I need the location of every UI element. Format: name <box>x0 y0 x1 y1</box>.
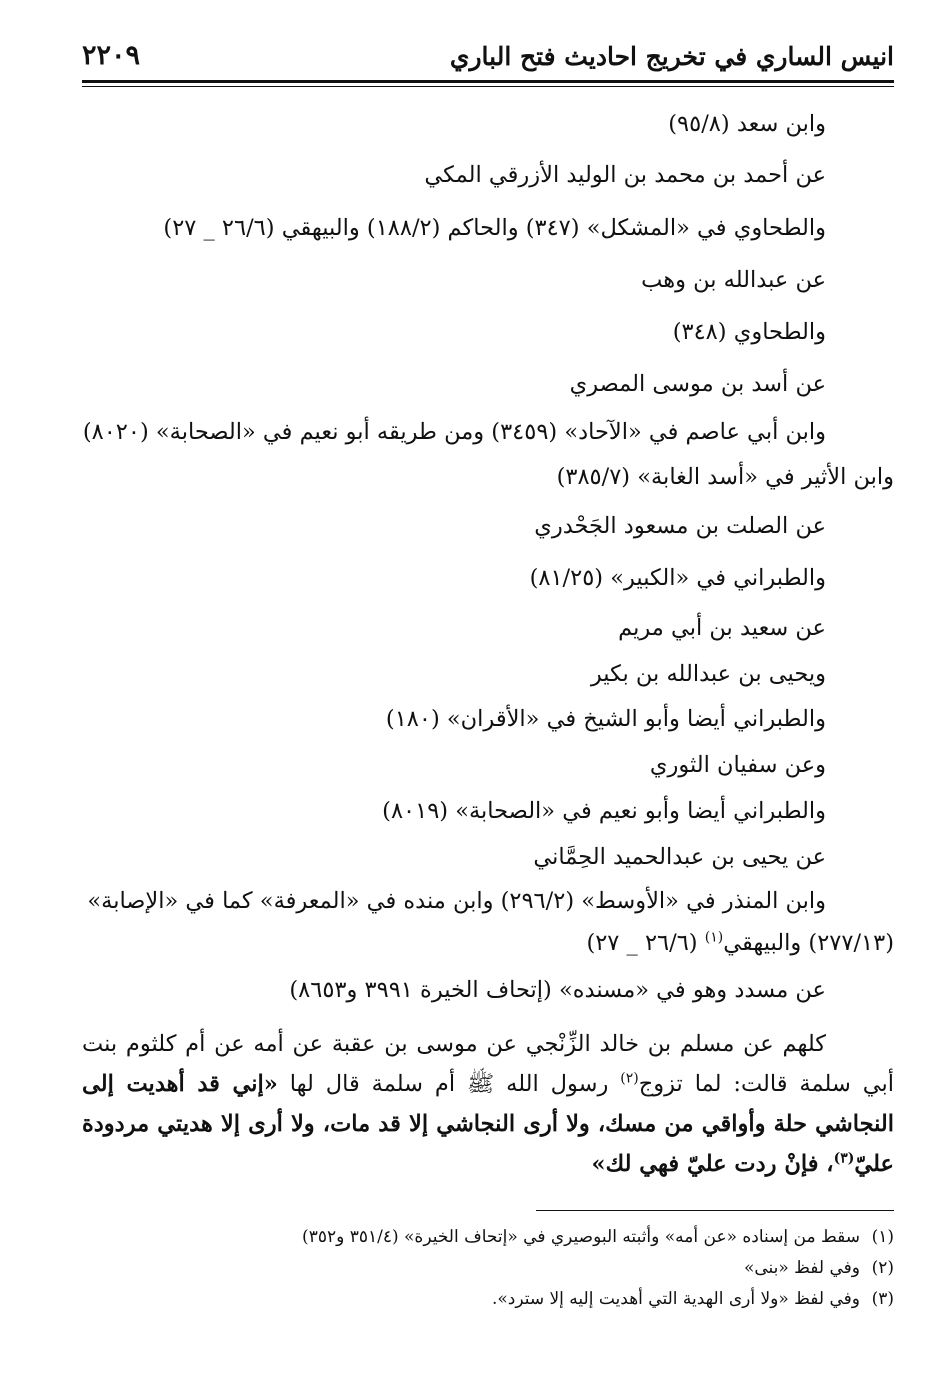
hadith-quote: «إني قد أهديت إلى النجاشي حلة وأواقي من مسك، ولا أرى النجاشي إلا قد مات، ولا أرى إلا هديتي مردودة عليّ <box>82 1071 894 1177</box>
text-line: عن عبدالله بن وهب <box>641 267 826 293</box>
text-line: وابن أبي عاصم في «الآحاد» (٣٤٥٩) ومن طريقه أبو نعيم في «الصحابة» (٨٠٢٠) <box>82 419 826 445</box>
footnote-number: (٣) <box>871 1289 894 1309</box>
footnote-text: وفي لفظ «ولا أرى الهدية التي أهديت إليه إلا سترد». <box>491 1289 860 1309</box>
text-line: عن أسد بن موسى المصري <box>569 371 826 397</box>
footnote-number: (١) <box>871 1227 894 1247</box>
page-number: ٢٢٠٩ <box>82 40 141 71</box>
text-line: عن الصلت بن مسعود الجَحْدري <box>534 513 826 539</box>
footnote <box>82 1284 894 1315</box>
text-line: عن يحيى بن عبدالحميد الحِمَّاني <box>533 844 826 870</box>
text-span: (٢٦/٦ _ ٢٧) <box>586 930 705 956</box>
text-line: عن مسدد وهو في «مسنده» (إتحاف الخيرة ٣٩٩١ و٨٦٥٣) <box>289 977 826 1003</box>
text-span: رسول الله ﷺ أم سلمة قال لها <box>277 1071 621 1097</box>
footnote-number: (٢) <box>871 1258 894 1278</box>
text-line: عن سعيد بن أبي مريم <box>618 615 826 641</box>
text-line: والطحاوي في «المشكل» (٣٤٧) والحاكم (١٨٨/٢) والبيهقي (٢٦/٦ _ ٢٧) <box>163 215 826 241</box>
footnote-ref: (٢) <box>620 1070 639 1087</box>
text-line: وعن سفيان الثوري <box>649 752 826 778</box>
footnote <box>82 1222 894 1253</box>
text-line: والطحاوي (٣٤٨) <box>672 319 826 345</box>
footnotes <box>82 1222 894 1315</box>
header-rule <box>82 80 894 83</box>
hadith-quote: ، فإنْ ردت عليّ فهي لك» <box>591 1151 834 1177</box>
page-header <box>82 38 894 78</box>
text-span: (٢٧٧/١٣) والبيهقي <box>723 930 894 956</box>
narration-paragraph <box>82 1024 894 1184</box>
text-line: وابن المنذر في «الأوسط» (٢٩٦/٢) وابن منده في «المعرفة» كما في «الإصابة» <box>87 888 826 914</box>
text-line <box>82 922 894 968</box>
header-rule-thin <box>82 86 894 87</box>
text-line: والطبراني في «الكبير» (٨١/٢٥) <box>529 565 826 591</box>
text-line: والطبراني أيضا وأبو الشيخ في «الأقران» (١٨٠) <box>385 706 826 732</box>
footnote-text: وفي لفظ «بنى» <box>743 1258 860 1278</box>
main-text <box>82 100 894 1184</box>
running-title: انيس الساري في تخريج احاديث فتح الباري <box>449 42 894 71</box>
footnote <box>82 1253 894 1284</box>
text-line: والطبراني أيضا وأبو نعيم في «الصحابة» (٨٠١٩) <box>382 798 826 824</box>
footnote-separator <box>536 1210 894 1211</box>
text-line: ويحيى بن عبدالله بن بكير <box>590 661 826 687</box>
text-span: كلهم عن مسلم بن خالد الزِّنْجي عن موسى بن عقبة عن أمه عن أم كلثوم بنت أبي سلمة قالت: لما تزوج <box>82 1031 894 1097</box>
footnote-text: سقط من إسناده «عن أمه» وأثبته البوصيري في «إتحاف الخيرة» (٣٥١/٤ و٣٥٢) <box>302 1227 860 1247</box>
footnote-ref: (١) <box>704 929 724 946</box>
text-line: عن أحمد بن محمد بن الوليد الأزرقي المكي <box>424 162 826 188</box>
footnote-ref: (٣) <box>833 1150 855 1167</box>
text-line: وابن سعد (٩٥/٨) <box>668 111 826 137</box>
text-line: وابن الأثير في «أسد الغابة» (٣٨٥/٧) <box>556 464 894 490</box>
